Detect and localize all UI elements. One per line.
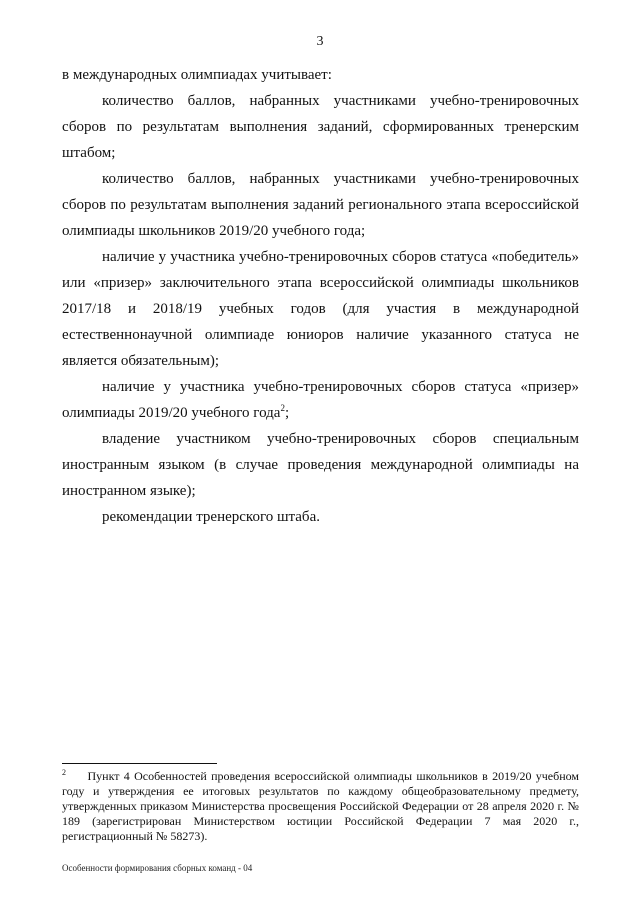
- document-body: [62, 62, 579, 530]
- intro-paragraph: в международных олимпиадах учитывает:: [62, 67, 332, 83]
- criterion-item-punctuation: ;: [284, 405, 290, 421]
- footnote: [62, 769, 579, 844]
- page-footer: Особенности формирования сборных команд - 04: [62, 863, 253, 873]
- page-number: 3: [316, 34, 324, 49]
- criterion-item: рекомендации тренерского штаба.: [102, 509, 320, 525]
- criterion-item: количество баллов, набранных участниками учебно-тренировочных сборов по результатам выполнения заданий регионального этапа всероссийской олимпиады школьников 2019/20 учебного года;: [62, 171, 579, 239]
- footnote-marker: 2: [62, 768, 66, 777]
- footnote-text: Пункт 4 Особенностей проведения всероссийской олимпиады школьников в 2019/20 учебном году и утверждения ее итоговых результатов по каждому общеобразовательному предмету, утвержденных приказом Министерства просвещения Российской Федерации от 28 апреля 2020 г. № 189 (зарегистрирован Министерством юстиции Российской Федерации 7 мая 2020 г., регистрационный № 58273).: [62, 769, 579, 843]
- criterion-item-text: наличие у участника учебно-тренировочных сборов статуса «призер» олимпиады 2019/20 учебного года: [62, 379, 579, 421]
- footnote-reference[interactable]: 2: [280, 403, 285, 413]
- criterion-item: наличие у участника учебно-тренировочных сборов статуса «победитель» или «призер» заключительного этапа всероссийской олимпиады школьников 2017/18 и 2018/19 учебных годов (для участия в международной естественнонаучной олимпиаде юниоров наличие указанного статуса не является обязательным);: [62, 249, 579, 369]
- criterion-item-with-footnote: [62, 374, 579, 426]
- footnote-divider: [62, 763, 217, 764]
- criterion-item: владение участником учебно-тренировочных сборов специальным иностранным языком (в случае проведения международной олимпиады на иностранном языке);: [62, 431, 579, 499]
- criterion-item: количество баллов, набранных участниками учебно-тренировочных сборов по результатам выполнения заданий, сформированных тренерским штабом;: [62, 93, 579, 161]
